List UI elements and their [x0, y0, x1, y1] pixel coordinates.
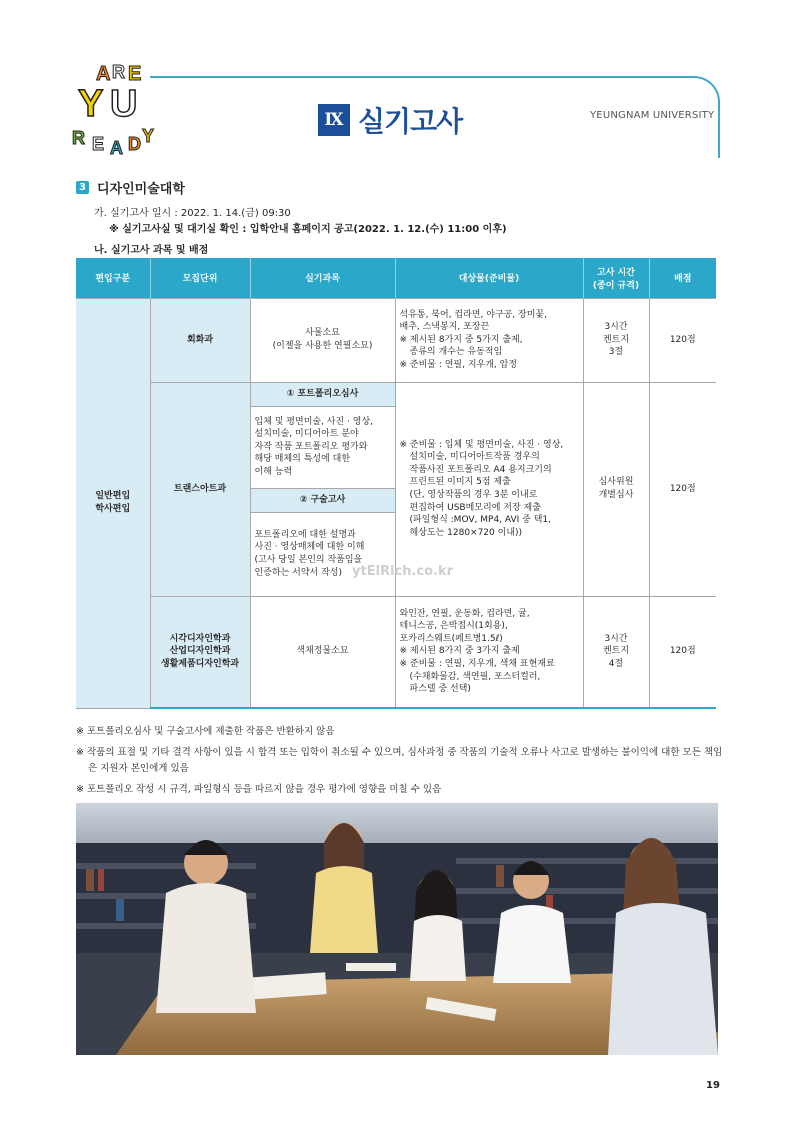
header-materials: 대상물(준비물): [395, 258, 583, 298]
materials-cell: 와인잔, 연필, 운동화, 컵라면, 귤, 테니스공, 은박접시(1회용), 포카리스웨트(페트병1.5ℓ) ※ 제시된 8가지 중 3가지 출제 ※ 준비물 : 연필, 지우개, 색채 표현재료 (수채화물감, 색연필, 포스터컬러, 파스텔 중 선택): [395, 596, 583, 708]
section-heading: [76, 178, 185, 197]
are-yu-ready-logo: [70, 58, 160, 158]
svg-text:Y: Y: [78, 83, 104, 125]
score-cell: 120점: [649, 596, 716, 708]
table-header-row: [76, 258, 716, 298]
time-cell: 심사위원 개별심사: [583, 382, 649, 596]
header-subject: 실기과목: [250, 258, 395, 298]
subject-cell: 색채정물소묘: [250, 596, 395, 708]
header-score: 배점: [649, 258, 716, 298]
university-name: YEUNGNAM UNIVERSITY: [590, 110, 715, 121]
score-cell: 120점: [649, 298, 716, 382]
time-cell: 3시간 켄트지 3절: [583, 298, 649, 382]
category-cell: 일반편입 학사편입: [76, 298, 150, 708]
section-number: 3: [76, 181, 89, 194]
table-row: [76, 596, 716, 708]
exam-room-note: ※ 실기고사실 및 대기실 확인 : 입학안내 홈페이지 공고(2022. 1. 12.(수) 11:00 이후): [109, 224, 507, 235]
header-unit: 모집단위: [150, 258, 250, 298]
notes: [76, 724, 726, 803]
chapter-title: 실기고사: [358, 105, 463, 138]
svg-text:D: D: [128, 134, 141, 154]
unit-cell: 트랜스아트과: [150, 382, 250, 596]
score-cell: 120점: [649, 382, 716, 596]
subjects-heading: 나. 실기고사 과목 및 배점: [94, 245, 209, 256]
exam-date-line: 가. 실기고사 일시 : 2022. 1. 14.(금) 09:30: [94, 208, 291, 219]
note-item: ※ 포트폴리오심사 및 구술고사에 제출한 작품은 반환하지 않음: [76, 726, 335, 737]
section-title: 디자인미술대학: [97, 182, 185, 197]
svg-text:E: E: [92, 134, 105, 154]
portfolio-desc: 입체 및 평면미술, 사진 · 영상, 설치미술, 미디어아트 분야 자작 작품 포트폴리오 평가와 해당 매체의 특성에 대한 이해 능력: [250, 406, 395, 488]
note-item: ※ 작품의 표절 및 기타 결격 사항이 있을 시 합격 또는 입학이 취소될 수 있으며, 심사과정 중 작품의 기술적 오류나 사고로 발생하는 불이익에 대한 모든 책임은 지원자 본인에게 있음: [76, 746, 723, 775]
table-row: [76, 382, 716, 406]
watermark: ytElRich.co.kr: [352, 564, 454, 579]
table-row: [76, 298, 716, 382]
chapter-number: Ⅸ: [318, 104, 350, 136]
svg-text:U: U: [110, 83, 138, 125]
svg-text:A: A: [96, 63, 111, 85]
exam-table: [76, 258, 716, 709]
oral-exam-subhead: ② 구술고사: [250, 488, 395, 512]
svg-text:Y: Y: [142, 126, 155, 146]
page-number: 19: [706, 1080, 720, 1091]
time-cell: 3시간 켄트지 4절: [583, 596, 649, 708]
svg-text:A: A: [110, 138, 123, 158]
header-time: 고사 시간 (종이 규격): [583, 258, 649, 298]
subject-cell: 사물소묘 (이젤을 사용한 연필소묘): [250, 298, 395, 382]
chapter-heading: [318, 100, 462, 140]
note-item: ※ 포트폴리오 작성 시 규격, 파일형식 등을 따르지 않을 경우 평가에 영향을 미칠 수 있음: [76, 783, 442, 795]
unit-cell: 시각디자인학과 산업디자인학과 생활제품디자인학과: [150, 596, 250, 708]
portfolio-subhead: ① 포트폴리오심사: [250, 382, 395, 406]
oral-exam-desc: 포트폴리오에 대한 설명과 사진 · 영상매체에 대한 이해 (고사 당일 본인의 작품임을 인증하는 서약서 작성): [250, 512, 395, 596]
unit-cell: 회화과: [150, 298, 250, 382]
materials-cell: 석유통, 북어, 컵라면, 야구공, 장미꽃, 배추, 스낵봉지, 포장끈 ※ 제시된 8가지 중 5가지 출제, 종류의 개수는 유동적임 ※ 준비물 : 연필, 지우개, 압정: [395, 298, 583, 382]
students-library-photo: [76, 803, 718, 1055]
svg-text:R: R: [72, 128, 85, 148]
svg-text:E: E: [128, 63, 142, 85]
materials-cell: ※ 준비물 : 입체 및 평면미술, 사진 · 영상, 설치미술, 미디어아트작품 경우의 작품사진 포트폴리오 A4 용지크기의 프린트된 이미지 5점 제출 (단, 영상작품의 경우 3분 이내로 편집하여 USB메모리에 저장 제출 (파일형식 :MOV, MP4, AVI 중 택1, 해상도는 1280×720 이내)): [395, 382, 583, 596]
header-category: 편입구분: [76, 258, 150, 298]
svg-text:R: R: [112, 62, 125, 82]
